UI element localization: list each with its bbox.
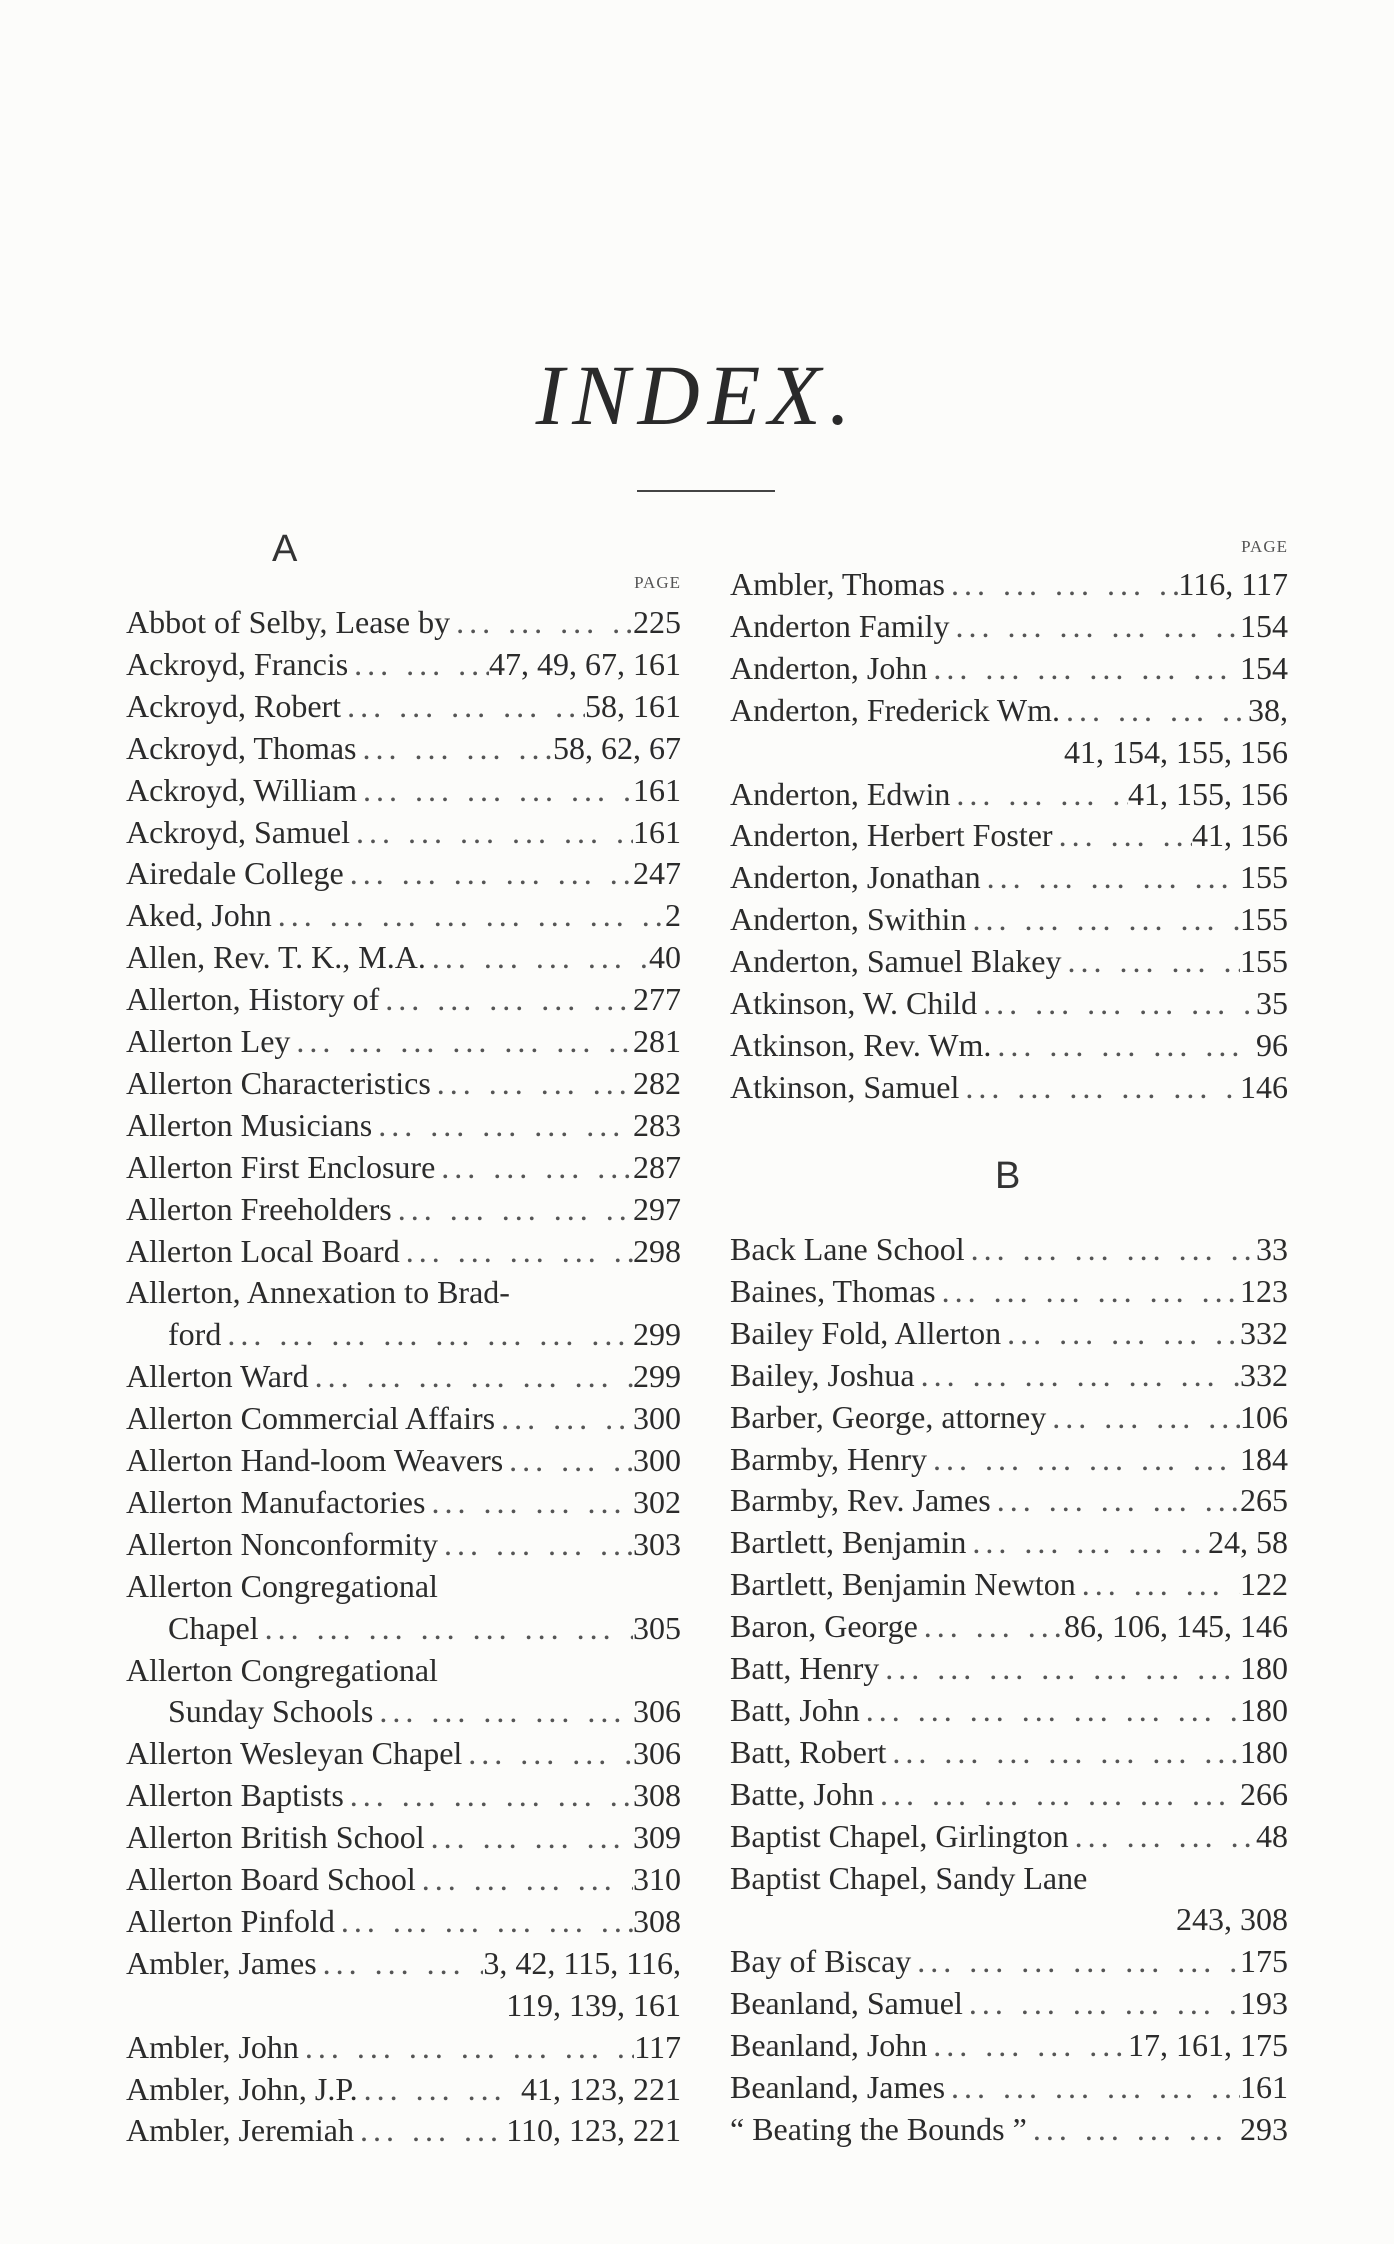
dot-leader <box>357 769 633 811</box>
entry-page-numbers: 123 <box>1240 1272 1288 1309</box>
entry-name: Ackroyd, Samuel <box>126 813 350 850</box>
dot-leader <box>435 1146 633 1188</box>
entry-name: Allerton Congregational <box>126 1651 438 1688</box>
entry-page-numbers: 86, 106, 145, 146 <box>1064 1608 1288 1645</box>
entry-name: Anderton Family <box>730 607 950 644</box>
dot-leader <box>450 601 633 643</box>
entry-page-numbers: 180 <box>1240 1733 1288 1770</box>
entry-page-numbers: 310 <box>633 1861 681 1897</box>
entry-name: Allerton, History of <box>126 981 380 1018</box>
entry-page-numbers: 175 <box>1240 1943 1288 1980</box>
dot-leader <box>874 1773 1240 1815</box>
entry-page-numbers: 277 <box>633 981 681 1018</box>
entry-name: Allerton Hand-loom Weavers <box>126 1442 504 1478</box>
entry-name: Barmby, Rev. James <box>730 1482 991 1519</box>
dot-leader <box>350 811 633 853</box>
entry-page-numbers: 48 <box>1256 1817 1288 1854</box>
index-entry <box>126 1062 681 1104</box>
index-entry <box>126 1690 681 1732</box>
entry-page-numbers: 265 <box>1240 1482 1288 1519</box>
entry-page-numbers: 47, 49, 67, 161 <box>489 645 681 682</box>
index-entry <box>126 811 681 853</box>
entry-name: Bailey, Joshua <box>730 1356 915 1393</box>
dot-leader <box>927 2024 1128 2066</box>
dot-leader <box>335 1900 633 1942</box>
dot-leader <box>950 605 1240 647</box>
entry-name: Allerton Nonconformity <box>126 1525 438 1562</box>
entry-page-numbers: 299 <box>633 1316 681 1353</box>
index-entry <box>126 1984 681 2026</box>
index-entry <box>126 978 681 1020</box>
dot-leader <box>495 1397 633 1439</box>
dot-leader <box>911 1940 1240 1982</box>
entry-page-numbers: 308 <box>633 1902 681 1939</box>
entry-name: Batte, John <box>730 1775 874 1812</box>
entry-name: Barber, George, attorney <box>730 1398 1047 1435</box>
entry-page-numbers: 146 <box>1240 1068 1288 1105</box>
entry-name: Ambler, James <box>126 1944 317 1981</box>
dot-leader <box>915 1354 1240 1396</box>
entry-page-numbers: 247 <box>633 855 681 892</box>
index-entry <box>126 1858 681 1900</box>
dot-leader <box>299 2026 634 2068</box>
entry-name: Baron, George <box>730 1608 918 1645</box>
entry-page-numbers: 298 <box>633 1232 681 1269</box>
dot-leader <box>991 1024 1256 1066</box>
index-entry <box>730 689 1288 731</box>
entry-name: Anderton, Frederick Wm. <box>730 691 1060 728</box>
entry-name: Beanland, Samuel <box>730 1985 963 2022</box>
entry-name: Bailey Fold, Allerton <box>730 1314 1002 1351</box>
entry-name: Ackroyd, Thomas <box>126 729 357 766</box>
dot-leader <box>879 1647 1240 1689</box>
dot-leader <box>317 1942 484 1984</box>
dot-leader <box>945 563 1178 605</box>
index-entry <box>126 601 681 643</box>
entry-page-numbers: 41, 123, 221 <box>521 2070 681 2107</box>
index-entry <box>730 1647 1288 1689</box>
entry-name: Back Lane School <box>730 1231 965 1267</box>
entry-page-numbers: 41, 154, 155, 156 <box>1064 733 1288 770</box>
entry-page-numbers: 33 <box>1256 1231 1288 1267</box>
index-entry <box>126 1649 681 1691</box>
entry-name: Batt, John <box>730 1691 860 1728</box>
index-entry <box>730 1438 1288 1480</box>
entry-name: Allerton Commercial Affairs <box>126 1400 496 1437</box>
entry-page-numbers: 305 <box>633 1609 681 1646</box>
entry-page-numbers: 161 <box>633 813 681 850</box>
dot-leader <box>221 1313 633 1355</box>
entry-page-numbers: 154 <box>1240 607 1288 644</box>
entry-page-numbers: 180 <box>1240 1691 1288 1728</box>
dot-leader <box>991 1479 1240 1521</box>
index-entry <box>730 1982 1288 2024</box>
entry-name: Anderton, Herbert Foster <box>730 817 1053 854</box>
entry-name: Bartlett, Benjamin <box>730 1524 967 1561</box>
index-entry <box>126 769 681 811</box>
entry-name: Allerton British School <box>126 1819 425 1856</box>
index-entry <box>730 1940 1288 1982</box>
entry-page-numbers: 306 <box>633 1735 681 1772</box>
entry-name: Allerton Congregational <box>126 1567 438 1604</box>
index-entry <box>730 1312 1288 1354</box>
entry-page-numbers: 309 <box>633 1819 681 1856</box>
entry-name: Batt, Henry <box>730 1650 880 1686</box>
index-entry <box>126 1020 681 1062</box>
dot-leader <box>503 1439 633 1481</box>
index-entry <box>126 1942 681 1984</box>
entry-name: Ackroyd, Francis <box>126 645 349 682</box>
entry-name: Allen, Rev. T. K., M.A. <box>126 939 426 976</box>
entry-page-numbers: 17, 161, 175 <box>1128 2027 1288 2064</box>
index-entry <box>126 1271 681 1313</box>
entry-page-numbers: 281 <box>633 1023 681 1059</box>
entry-name: Abbot of Selby, Lease by <box>126 604 451 640</box>
index-entry <box>730 856 1288 898</box>
entry-page-numbers: 58, 62, 67 <box>553 729 681 766</box>
index-entry <box>126 1313 681 1355</box>
entry-name: ford <box>168 1316 222 1353</box>
dot-leader <box>1001 1312 1240 1354</box>
entry-name: Ambler, John, J.P. <box>126 2070 358 2107</box>
index-entry <box>730 1898 1288 1940</box>
dot-leader <box>1053 814 1192 856</box>
title-divider <box>637 490 775 492</box>
entry-page-numbers: 3, 42, 115, 116, <box>483 1944 681 1981</box>
entry-name: Allerton Characteristics <box>126 1064 431 1101</box>
entry-name: Airedale College <box>126 855 344 892</box>
entry-page-numbers: 154 <box>1240 649 1288 686</box>
entry-name: Beanland, John <box>730 2027 928 2064</box>
dot-leader <box>966 1521 1208 1563</box>
entry-name: Bartlett, Benjamin Newton <box>730 1566 1076 1603</box>
entry-name: Anderton, Swithin <box>730 901 967 938</box>
entry-page-numbers: 300 <box>633 1400 681 1437</box>
entry-name: Allerton First Enclosure <box>126 1148 436 1185</box>
index-entry <box>730 2024 1288 2066</box>
index-entry <box>730 1521 1288 1563</box>
entry-page-numbers: 155 <box>1240 943 1288 980</box>
index-entry <box>126 2068 681 2110</box>
entry-name: Baines, Thomas <box>730 1272 936 1309</box>
dot-leader <box>959 1066 1240 1108</box>
dot-leader <box>966 898 1240 940</box>
index-entry <box>730 1689 1288 1731</box>
index-entry <box>126 1439 681 1481</box>
entry-page-numbers: 155 <box>1240 901 1288 938</box>
dot-leader <box>950 773 1128 815</box>
dot-leader <box>963 1982 1240 2024</box>
dot-leader <box>344 852 633 894</box>
entry-name: Allerton Wesleyan Chapel <box>126 1735 463 1772</box>
entry-page-numbers: 308 <box>633 1777 681 1814</box>
dot-leader <box>945 2066 1240 2108</box>
index-entry <box>730 940 1288 982</box>
dot-leader <box>1060 689 1248 731</box>
entry-page-numbers: 161 <box>633 771 681 808</box>
entry-name: Ambler, Thomas <box>730 566 945 602</box>
index-entry <box>126 852 681 894</box>
index-entry <box>126 1523 681 1565</box>
entry-name: Allerton Ward <box>126 1358 309 1395</box>
entry-name: Anderton, Samuel Blakey <box>730 943 1062 980</box>
dot-leader <box>356 727 553 769</box>
index-entry <box>730 647 1288 689</box>
dot-leader <box>379 978 633 1020</box>
index-entry <box>126 2109 681 2151</box>
dot-leader <box>860 1689 1240 1731</box>
dot-leader <box>392 1188 633 1230</box>
index-entry <box>126 1481 681 1523</box>
index-entry <box>730 1396 1288 1438</box>
index-entry <box>730 605 1288 647</box>
entry-page-numbers: 293 <box>1240 2110 1288 2147</box>
index-entry <box>126 1230 681 1272</box>
entry-page-numbers: 225 <box>633 604 681 640</box>
dot-leader <box>348 643 489 685</box>
index-entry <box>730 898 1288 940</box>
entry-page-numbers: 40 <box>649 939 681 976</box>
dot-leader <box>426 936 649 978</box>
index-entry <box>126 1565 681 1607</box>
entry-page-numbers: 58, 161 <box>585 687 681 724</box>
page-column-label: PAGE <box>1241 537 1288 556</box>
dot-leader <box>272 894 665 936</box>
dot-leader <box>965 1228 1256 1270</box>
dot-leader <box>425 1816 633 1858</box>
index-entry <box>730 2108 1288 2150</box>
entry-page-numbers: 161 <box>1240 2069 1288 2105</box>
index-entry <box>126 1146 681 1188</box>
entry-name: Allerton, Annexation to Brad- <box>126 1274 510 1311</box>
entry-name: Barmby, Henry <box>730 1440 927 1477</box>
index-entry <box>730 1228 1288 1270</box>
dot-leader <box>358 2068 521 2110</box>
index-entry <box>126 1104 681 1146</box>
entry-name: Anderton, Jonathan <box>730 859 981 896</box>
dot-leader <box>918 1605 1064 1647</box>
entry-page-numbers: 287 <box>633 1148 681 1185</box>
dot-leader <box>981 856 1240 898</box>
index-entry <box>730 1605 1288 1647</box>
index-entry <box>126 936 681 978</box>
entry-name: Ackroyd, William <box>126 771 357 808</box>
index-entry <box>730 773 1288 815</box>
entry-name: Baptist Chapel, Girlington <box>730 1817 1069 1854</box>
entry-name: Anderton, John <box>730 649 928 686</box>
entry-page-numbers: 303 <box>633 1525 681 1562</box>
entry-name: Aked, John <box>126 897 272 934</box>
dot-leader <box>431 1062 633 1104</box>
index-entry <box>730 1731 1288 1773</box>
entry-page-numbers: 299 <box>633 1358 681 1395</box>
entry-page-numbers: 266 <box>1240 1775 1288 1812</box>
index-entry <box>730 1024 1288 1066</box>
index-entry <box>126 1607 681 1649</box>
index-entry <box>126 1188 681 1230</box>
entry-name: Allerton Baptists <box>126 1777 344 1814</box>
dot-leader <box>1061 940 1240 982</box>
entry-page-numbers: 41, 155, 156 <box>1128 775 1288 812</box>
index-entry <box>730 1066 1288 1108</box>
entry-page-numbers: 243, 308 <box>1176 1901 1288 1938</box>
entry-name: Allerton Local Board <box>126 1232 400 1269</box>
entry-name: Ambler, Jeremiah <box>126 2112 354 2149</box>
entry-page-numbers: 110, 123, 221 <box>506 2112 681 2149</box>
dot-leader <box>1046 1396 1240 1438</box>
index-entry <box>126 727 681 769</box>
entry-name: Ambler, John <box>126 2028 299 2065</box>
entry-page-numbers: 180 <box>1240 1650 1288 1686</box>
index-entry <box>730 1563 1288 1605</box>
dot-leader <box>936 1270 1240 1312</box>
entry-page-numbers: 96 <box>1256 1026 1288 1063</box>
index-entry <box>126 1732 681 1774</box>
index-entry <box>126 643 681 685</box>
dot-leader <box>341 685 585 727</box>
index-entry <box>730 982 1288 1024</box>
entry-page-numbers: 122 <box>1240 1566 1288 1603</box>
entry-page-numbers: 297 <box>633 1190 681 1227</box>
entry-name: Sunday Schools <box>168 1693 374 1730</box>
index-entry <box>730 1815 1288 1857</box>
entry-page-numbers: 306 <box>633 1693 681 1730</box>
entry-name: Ackroyd, Robert <box>126 687 342 724</box>
index-entry <box>730 1270 1288 1312</box>
entry-page-numbers: 283 <box>633 1106 681 1143</box>
index-entry <box>730 1773 1288 1815</box>
index-title: INDEX. <box>535 347 859 443</box>
dot-leader <box>416 1858 633 1900</box>
entry-name: Beanland, James <box>730 2069 946 2105</box>
entry-name: “ Beating the Bounds ” <box>730 2110 1027 2147</box>
dot-leader <box>438 1523 633 1565</box>
index-entry <box>126 894 681 936</box>
index-entry <box>126 1816 681 1858</box>
index-entry <box>730 1857 1288 1899</box>
dot-leader <box>373 1690 633 1732</box>
entry-page-numbers: 193 <box>1240 1985 1288 2022</box>
index-entry <box>126 685 681 727</box>
entry-name: Allerton Musicians <box>126 1106 373 1143</box>
dot-leader <box>886 1731 1240 1773</box>
entry-name: Atkinson, Rev. Wm. <box>730 1026 992 1063</box>
entry-name: Allerton Board School <box>126 1861 416 1897</box>
index-entry <box>730 814 1288 856</box>
index-entry <box>730 1354 1288 1396</box>
entry-page-numbers: 302 <box>633 1483 681 1520</box>
dot-leader <box>425 1481 633 1523</box>
section-letter-a: A <box>272 528 298 570</box>
dot-leader <box>354 2109 506 2151</box>
dot-leader <box>309 1355 633 1397</box>
entry-name: Allerton Ley <box>126 1023 291 1059</box>
dot-leader <box>1069 1815 1256 1857</box>
entry-page-numbers: 35 <box>1256 985 1288 1021</box>
entry-page-numbers: 119, 139, 161 <box>506 1986 681 2023</box>
dot-leader <box>977 982 1256 1024</box>
entry-page-numbers: 41, 156 <box>1192 817 1288 854</box>
entry-name: Allerton Manufactories <box>126 1483 426 1520</box>
entry-page-numbers: 184 <box>1240 1440 1288 1477</box>
index-entry <box>730 1479 1288 1521</box>
entry-page-numbers: 38, <box>1248 691 1288 728</box>
entry-page-numbers: 24, 58 <box>1208 1524 1288 1561</box>
entry-page-numbers: 117 <box>634 2028 681 2065</box>
dot-leader <box>927 1438 1240 1480</box>
section-letter-b: B <box>995 1155 1021 1197</box>
entry-name: Batt, Robert <box>730 1733 887 1770</box>
dot-leader <box>1027 2108 1240 2150</box>
entry-page-numbers: 332 <box>1240 1356 1288 1393</box>
entry-page-numbers: 282 <box>633 1064 681 1101</box>
dot-leader <box>400 1230 633 1272</box>
entry-name: Bay of Biscay <box>730 1943 912 1980</box>
dot-leader <box>927 647 1240 689</box>
entry-name: Baptist Chapel, Sandy Lane <box>730 1859 1088 1896</box>
dot-leader <box>290 1020 633 1062</box>
dot-leader <box>1076 1563 1240 1605</box>
entry-name: Allerton Freeholders <box>126 1190 392 1227</box>
entry-name: Chapel <box>168 1609 259 1646</box>
dot-leader <box>344 1774 633 1816</box>
page-column-label: PAGE <box>634 573 681 592</box>
dot-leader <box>259 1607 633 1649</box>
entry-page-numbers: 2 <box>665 897 681 934</box>
entry-name: Atkinson, W. Child <box>730 985 978 1021</box>
index-entry <box>126 2026 681 2068</box>
index-entry <box>730 731 1288 773</box>
entry-page-numbers: 332 <box>1240 1314 1288 1351</box>
dot-leader <box>462 1732 633 1774</box>
entry-page-numbers: 155 <box>1240 859 1288 896</box>
index-entry <box>126 1900 681 1942</box>
entry-name: Anderton, Edwin <box>730 775 951 812</box>
index-entry <box>730 2066 1288 2108</box>
index-entry <box>730 563 1288 605</box>
index-entry <box>126 1397 681 1439</box>
entry-name: Allerton Pinfold <box>126 1902 335 1939</box>
entry-page-numbers: 116, 117 <box>1178 566 1288 602</box>
entry-name: Atkinson, Samuel <box>730 1068 960 1105</box>
entry-page-numbers: 300 <box>633 1442 681 1478</box>
dot-leader <box>372 1104 633 1146</box>
index-entry <box>126 1355 681 1397</box>
entry-page-numbers: 106 <box>1240 1398 1288 1435</box>
index-entry <box>126 1774 681 1816</box>
